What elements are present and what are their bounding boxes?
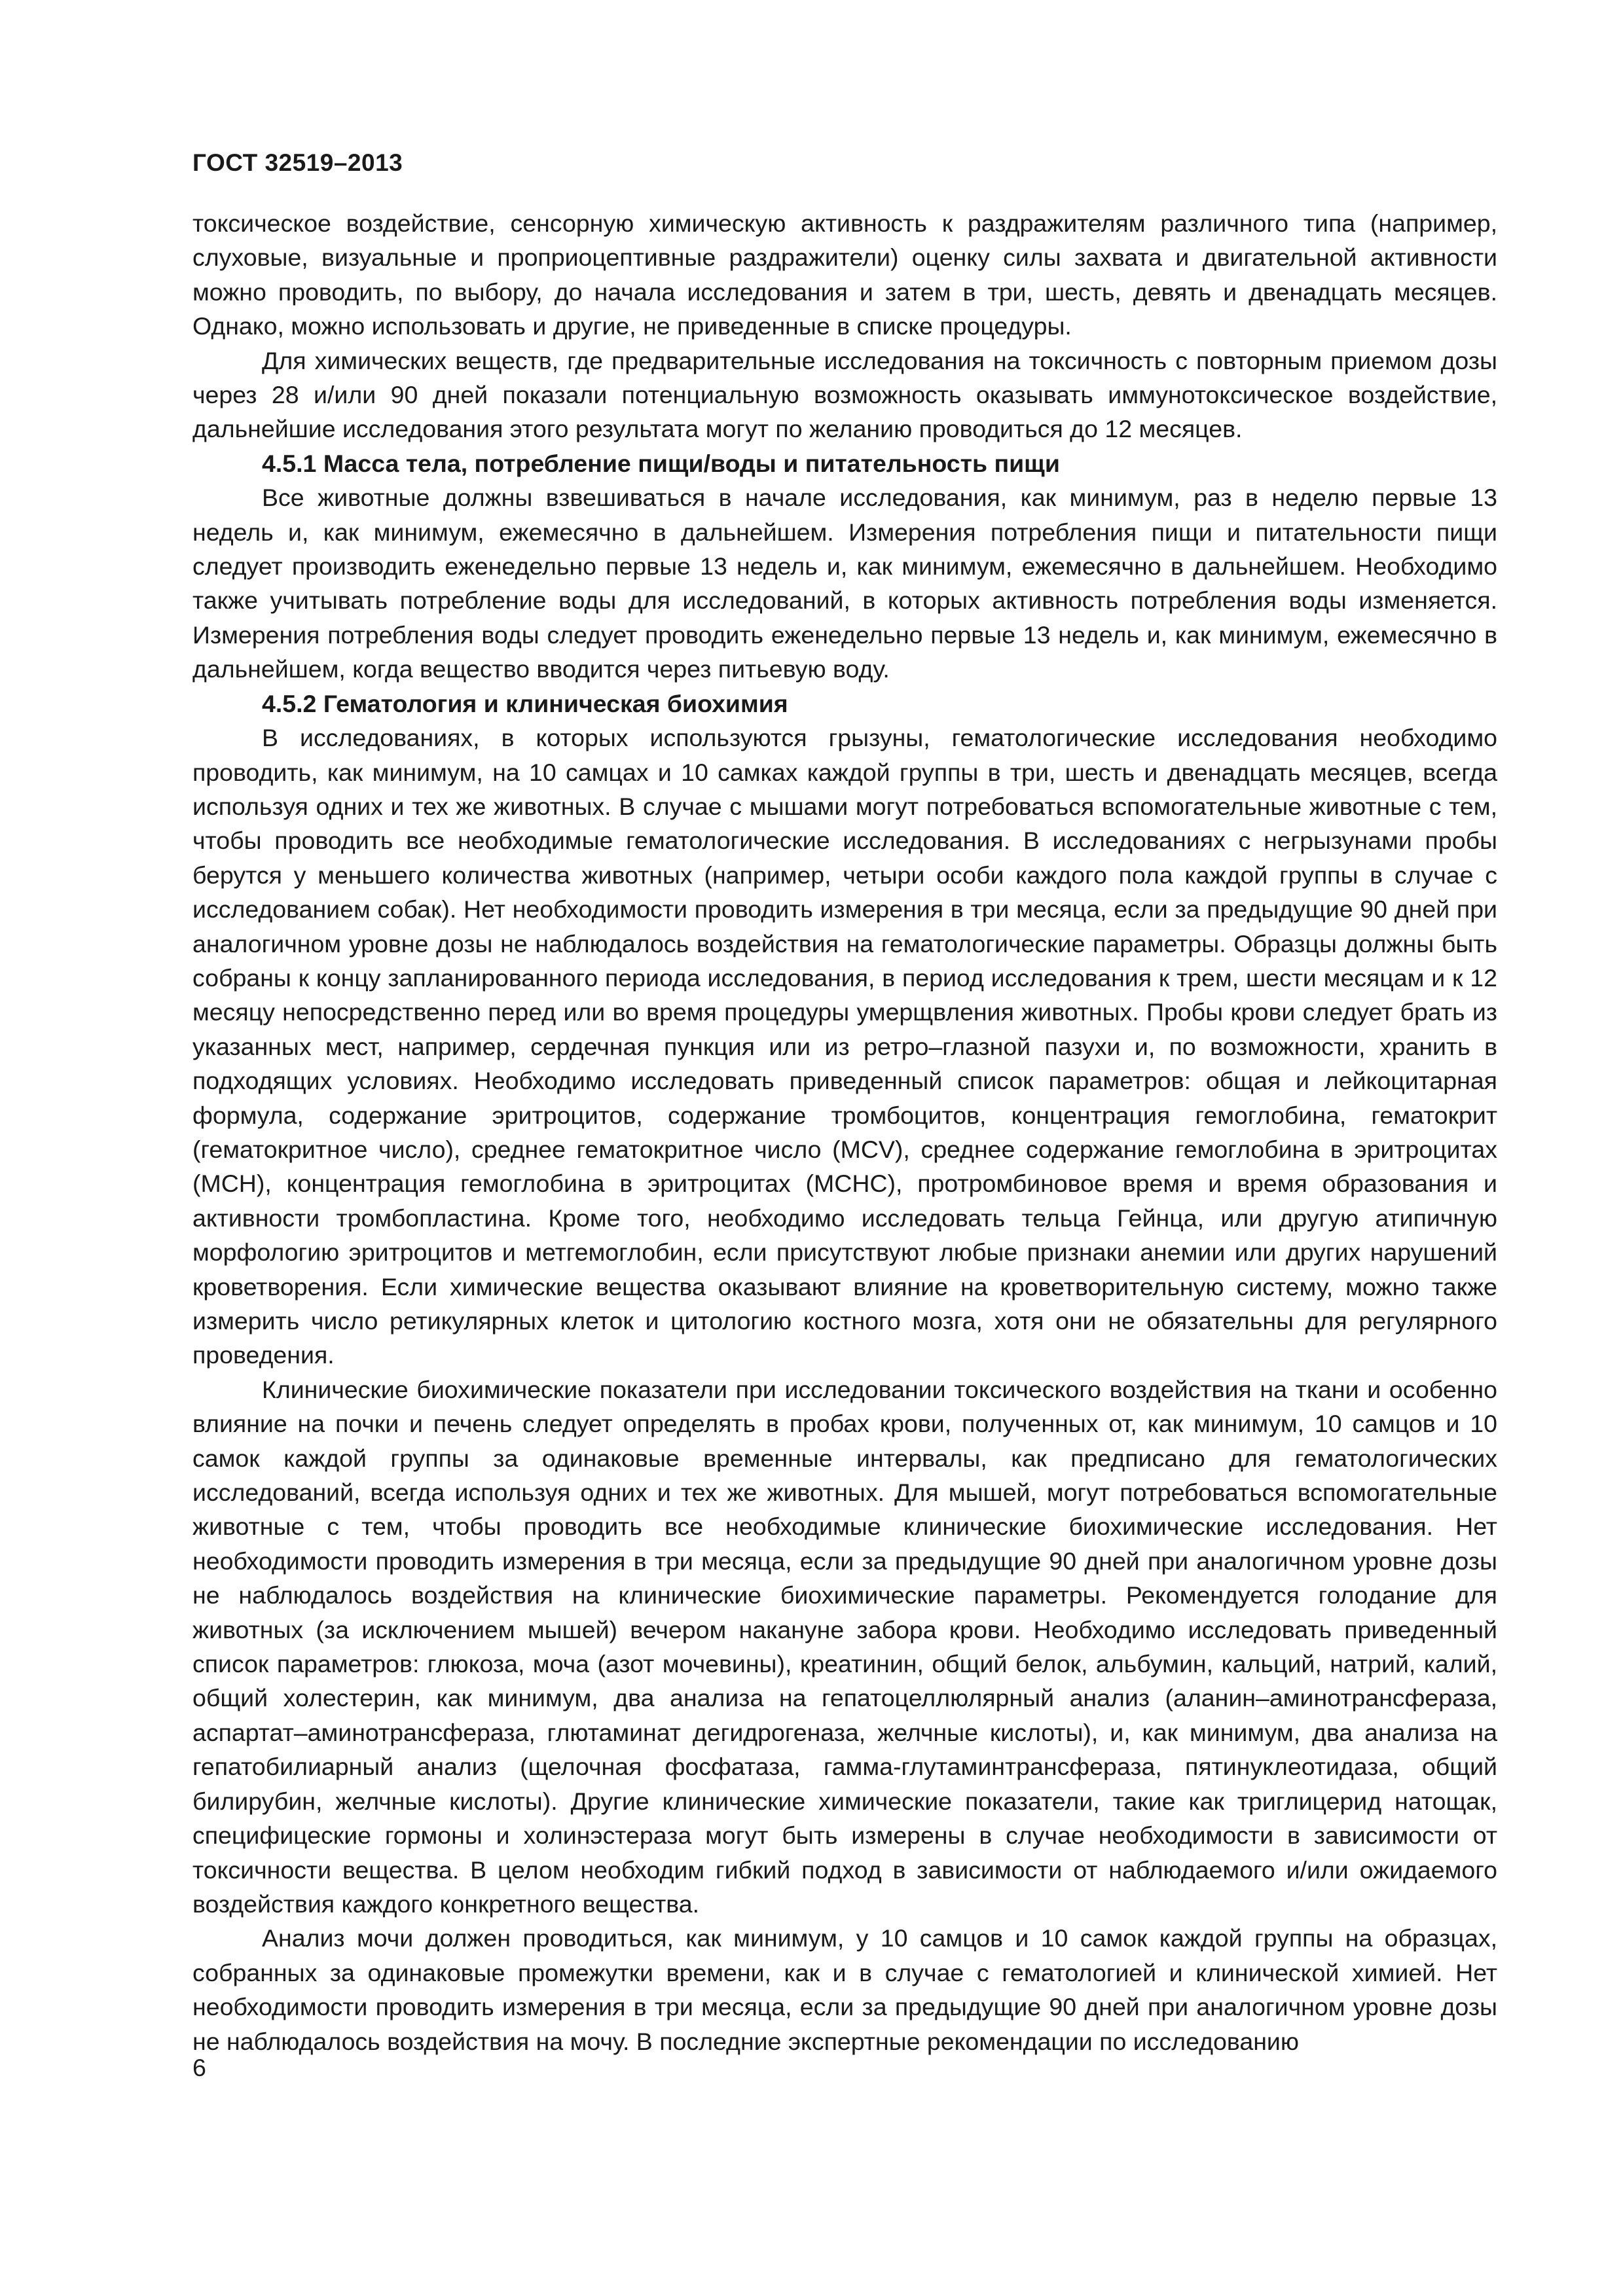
- paragraph-clinical-biochemistry: Клинические биохимические показатели при исследовании токсического воздействия на ткани и особенно влияние на почки и печень следует определять в пробах крови, полученных от, как минимум, 10 самцов и 10 самок каждой группы за одинаковые временные интервалы, как предписано для гематологических исследований, всегда используя одних и тех же животных. Для мышей, могут потребоваться вспомогательные животные с тем, чтобы проводить все необходимые клинические биохимические исследования. Нет необходимости проводить измерения в три месяца, если за предыдущие 90 дней при аналогичном уровне дозы не наблюдалось воздействия на клинические биохимические параметры. Рекомендуется голодание для животных (за исключением мышей) вечером накануне забора крови. Необходимо исследовать приведенный список параметров: глюкоза, моча (азот мочевины), креатинин, общий белок, альбумин, кальций, натрий, калий, общий холестерин, как минимум, два анализа на гепатоцеллюлярный анализ (аланин–аминотрансфераза, аспартат–аминотрансфераза, глютаминат дегидрогеназа, желчные кислоты), и, как минимум, два анализа на гепатобилиарный анализ (щелочная фосфатаза, гамма-глутаминтрансфераза, пятинуклеотидаза, общий билирубин, желчные кислоты). Другие клинические химические показатели, такие как триглицерид натощак, специфицеские гормоны и холинэстераза могут быть измерены в случае необходимости в зависимости от токсичности вещества. В целом необходим гибкий подход в зависимости от наблюдаемого и/или ожидаемого воздействия каждого конкретного вещества.: [192, 1375, 1497, 1918]
- paragraph-hematology: В исследованиях, в которых используются грызуны, гематологические исследования необходимо проводить, как минимум, на 10 самцах и 10 самках каждой группы в три, шесть и двенадцать месяцев, всегда используя одних и тех же животных. В случае с мышами могут потребоваться вспомогательные животные с тем, чтобы проводить все необходимые гематологические исследования. В исследованиях с негрызунами пробы берутся у меньшего количества животных (например, четыри особи каждого пола каждой группы в случае с исследованием собак). Нет необходимости проводить измерения в три месяца, если за предыдущие 90 дней при аналогичном уровне дозы не наблюдалось воздействия на гематологические параметры. Образцы должны быть собраны к концу запланированного периода исследования, в период исследования к трем, шести месяцам и к 12 месяцу непосредственно перед или во время процедуры умерщвления животных. Пробы крови следует брать из указанных мест, например, сердечная пункция или из ретро–глазной пазухи и, по возможности, хранить в подходящих условиях. Необходимо исследовать приведенный список параметров: общая и лейкоцитарная формула, содержание эритроцитов, содержание тромбоцитов, концентрация гемоглобина, гематокрит (гематокритное число), среднее гематокритное число (MCV), среднее содержание гемоглобина в эритроцитах (MCH), концентрация гемоглобина в эритроцитах (MCHC), протромбиновое время и время образования и активности тромбопластина. Кроме того, необходимо исследовать тельца Гейнца, или другую атипичную морфологию эритроцитов и метгемоглобин, если присутствуют любые признаки анемии или других нарушений кроветворения. Если химические вещества оказывают влияние на кроветворительную систему, можно также измерить число ретикулярных клеток и цитологию костного мозга, хотя они не обязательны для регулярного проведения.: [192, 724, 1497, 1369]
- document-header: ГОСТ 32519–2013: [192, 149, 403, 176]
- paragraph-continuation: токсическое воздействие, сенсорную химическую активность к раздражителям различного типа (например, слуховые, визуальные и проприоцептивные раздражители) оценку силы захвата и двигательной активности можно проводить, по выбору, до начала исследования и затем в три, шесть, девять и двенадцать месяцев. Однако, можно использовать и другие, не приведенные в списке процедуры.: [192, 209, 1497, 340]
- section-heading-4-5-1: 4.5.1 Масса тела, потребление пищи/воды и питательность пищи: [262, 449, 1060, 477]
- paragraph-body-weight: Все животные должны взвешиваться в начале исследования, как минимум, раз в неделю первые 13 недель и, как минимум, ежемесячно в дальнейшем. Измерения потребления пищи и питательности пищи следует производить еженедельно первые 13 недель и, как минимум, ежемесячно в дальнейшем. Необходимо также учитывать потребление воды для исследований, в которых активность потребления воды изменяется. Измерения потребления воды следует проводить еженедельно первые 13 недель и, как минимум, ежемесячно в дальнейшем, когда вещество вводится через питьевую воду.: [192, 484, 1497, 683]
- page-number: 6: [192, 2054, 206, 2081]
- paragraph-immunotoxicity: Для химических веществ, где предварительные исследования на токсичность с повторным приемом дозы через 28 и/или 90 дней показали потенциальную возможность оказывать иммунотоксическое воздействие, дальнейшие исследования этого результата могут по желанию проводиться до 12 месяцев.: [192, 346, 1497, 443]
- section-heading-4-5-2: 4.5.2 Гематология и клиническая биохимия: [262, 689, 788, 717]
- paragraph-urinalysis: Анализ мочи должен проводиться, как минимум, у 10 самцов и 10 самок каждой группы на образцах, собранных за одинаковые промежутки времени, как и в случае с гематологией и клинической химией. Нет необходимости проводить измерения в три месяца, если за предыдущие 90 дней при аналогичном уровне дозы не наблюдалось воздействия на мочу. В последние экспертные рекомендации по исследованию: [192, 1924, 1497, 2055]
- document-body: [192, 206, 1497, 2058]
